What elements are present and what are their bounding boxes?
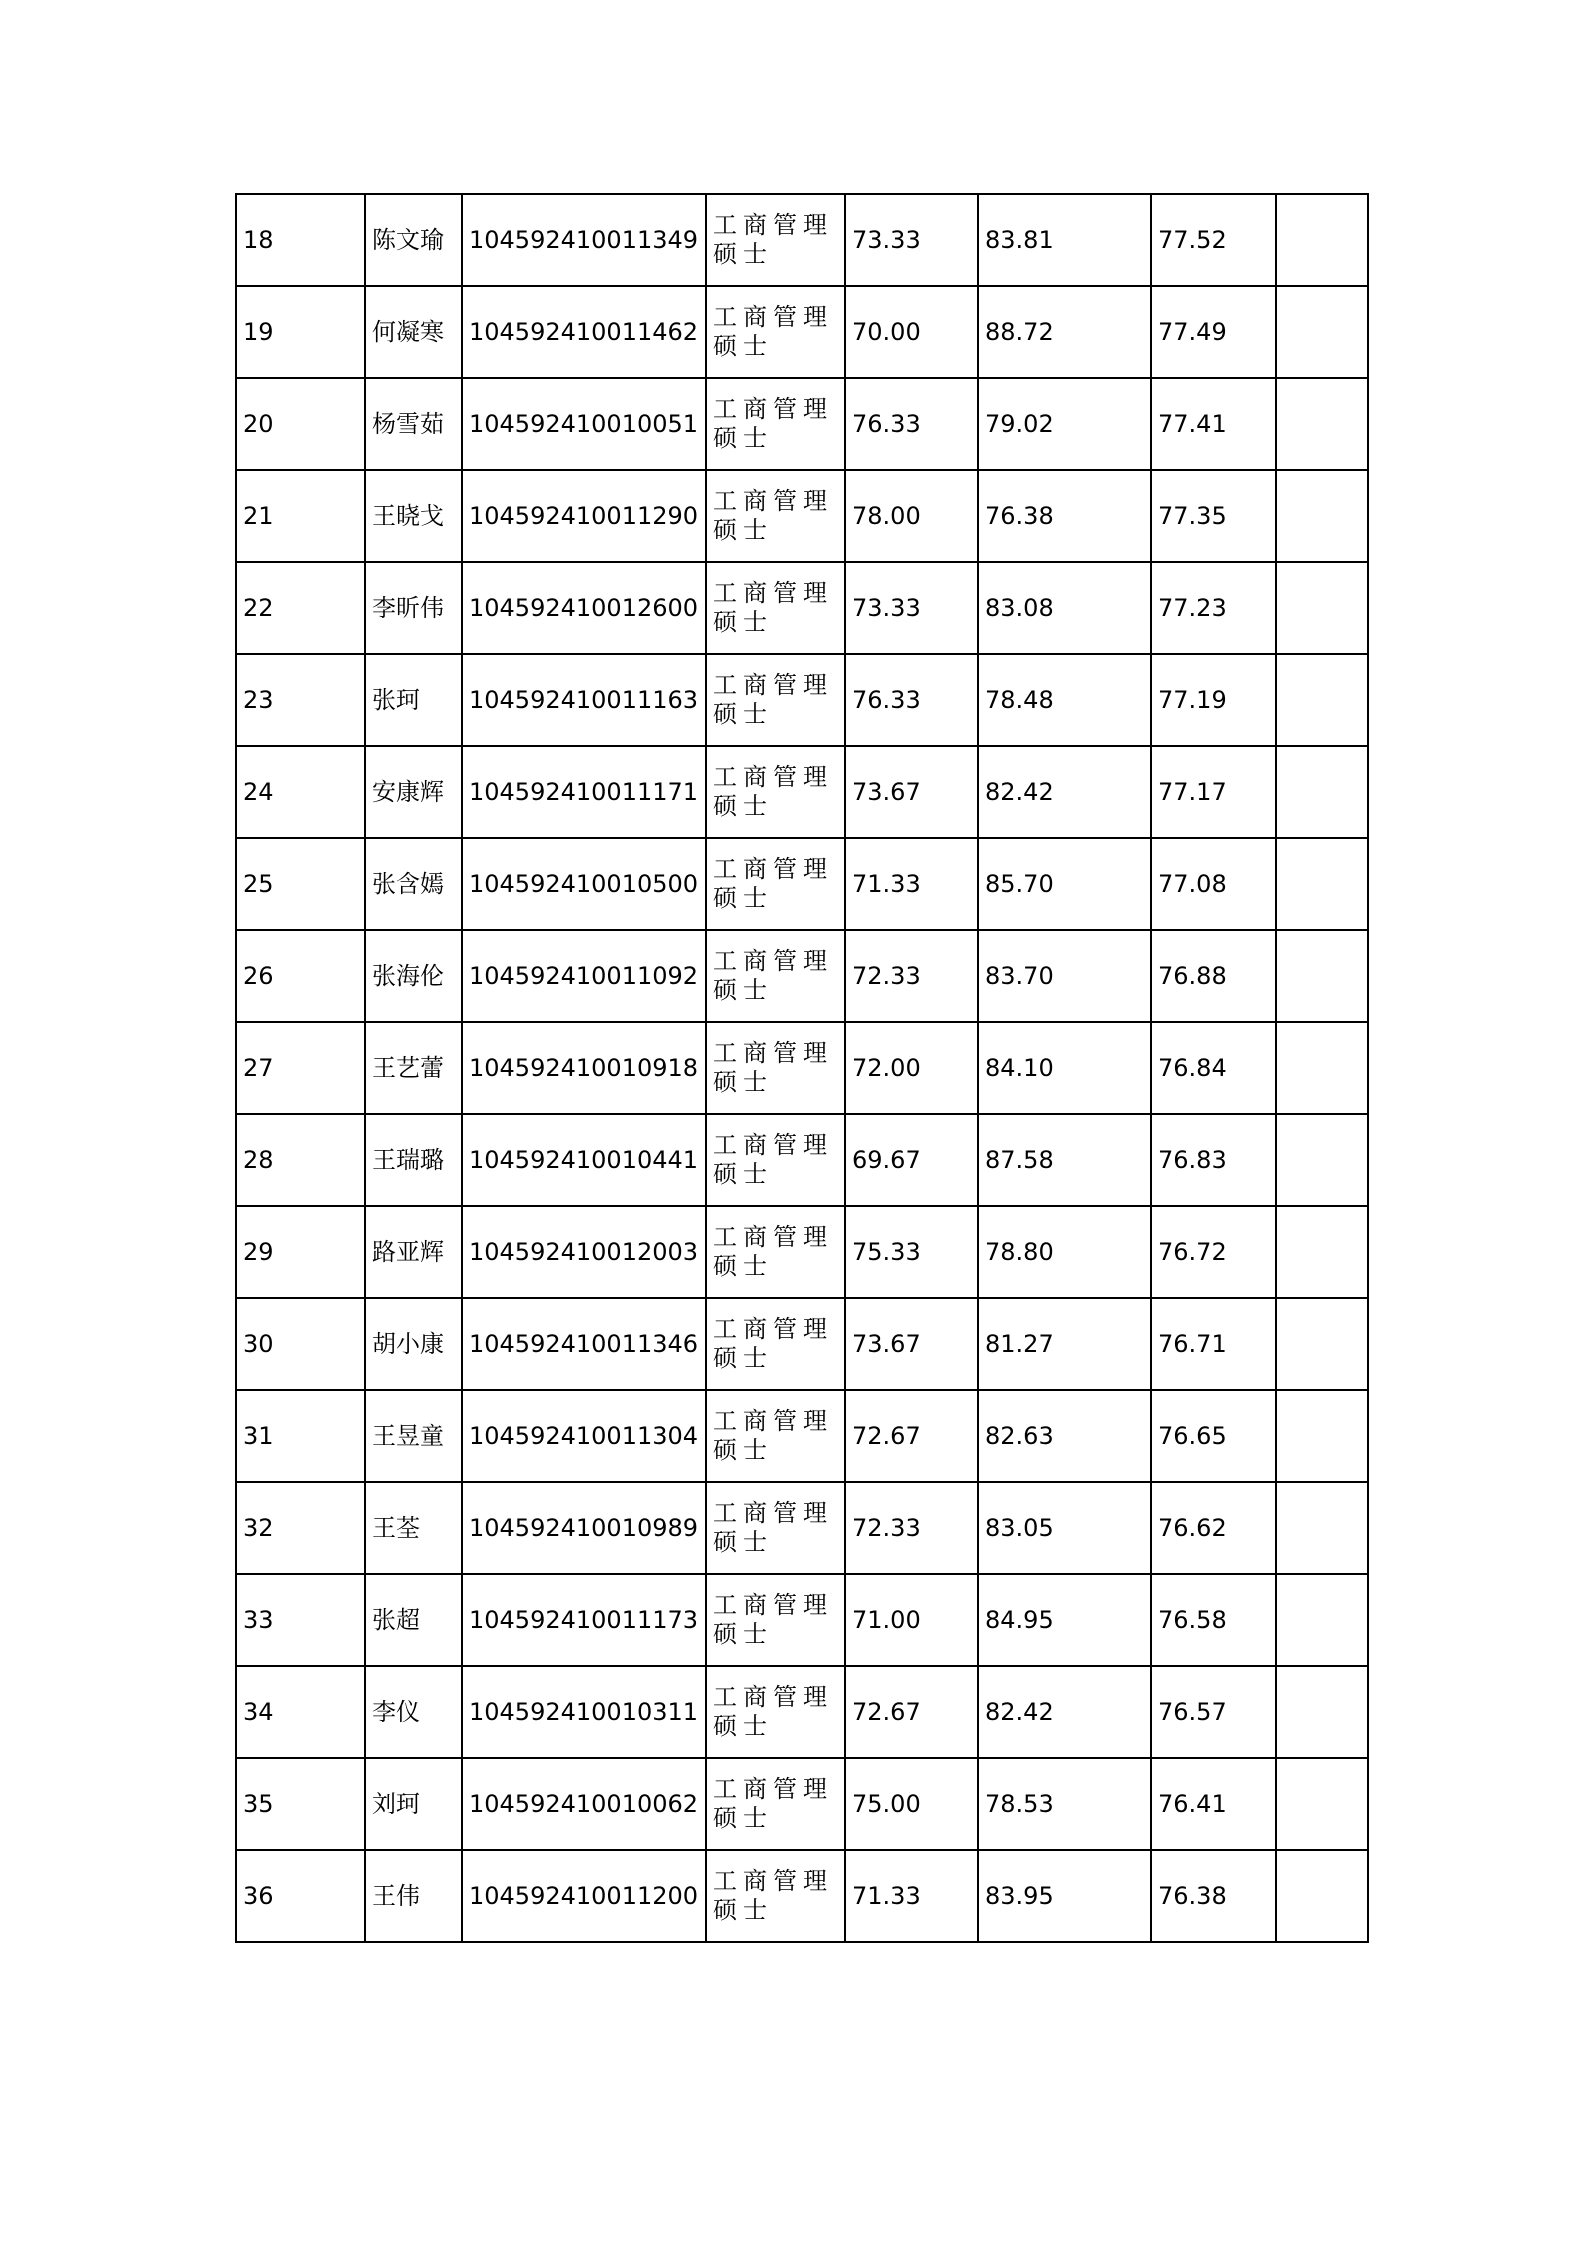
name-cell: 王伟 — [365, 1850, 462, 1942]
remark-cell — [1276, 1114, 1368, 1206]
major-line-1: 工商管理 — [713, 487, 833, 516]
major-cell — [706, 1022, 845, 1114]
major-line-2: 硕士 — [713, 976, 773, 1004]
score2-cell: 76.38 — [978, 470, 1151, 562]
name-cell: 陈文瑜 — [365, 194, 462, 286]
total-score-cell: 77.19 — [1151, 654, 1276, 746]
major-line-2: 硕士 — [713, 1712, 773, 1740]
name-cell: 王荃 — [365, 1482, 462, 1574]
table-row — [236, 1390, 1368, 1482]
table-row — [236, 1758, 1368, 1850]
name-cell: 张含嫣 — [365, 838, 462, 930]
rank-cell: 34 — [236, 1666, 365, 1758]
table-row — [236, 562, 1368, 654]
major-line-1: 工商管理 — [713, 947, 833, 976]
score2-cell: 83.81 — [978, 194, 1151, 286]
name-cell: 刘珂 — [365, 1758, 462, 1850]
score1-cell: 71.33 — [845, 838, 978, 930]
remark-cell — [1276, 746, 1368, 838]
table-row — [236, 838, 1368, 930]
major-cell — [706, 1482, 845, 1574]
total-score-cell: 77.52 — [1151, 194, 1276, 286]
score1-cell: 73.67 — [845, 746, 978, 838]
exam-id-cell: 104592410010311 — [462, 1666, 706, 1758]
rank-cell: 33 — [236, 1574, 365, 1666]
exam-id-cell: 104592410011200 — [462, 1850, 706, 1942]
major-line-2: 硕士 — [713, 332, 773, 360]
table-row — [236, 194, 1368, 286]
total-score-cell: 77.41 — [1151, 378, 1276, 470]
major-line-2: 硕士 — [713, 424, 773, 452]
score1-cell: 73.67 — [845, 1298, 978, 1390]
score2-cell: 82.42 — [978, 1666, 1151, 1758]
major-line-1: 工商管理 — [713, 1315, 833, 1344]
total-score-cell: 77.35 — [1151, 470, 1276, 562]
score1-cell: 76.33 — [845, 654, 978, 746]
score2-cell: 78.48 — [978, 654, 1151, 746]
name-cell: 何凝寒 — [365, 286, 462, 378]
major-line-1: 工商管理 — [713, 1499, 833, 1528]
major-line-2: 硕士 — [713, 700, 773, 728]
rank-cell: 27 — [236, 1022, 365, 1114]
exam-id-cell: 104592410011173 — [462, 1574, 706, 1666]
total-score-cell: 76.71 — [1151, 1298, 1276, 1390]
major-line-2: 硕士 — [713, 1252, 773, 1280]
major-line-1: 工商管理 — [713, 671, 833, 700]
score2-cell: 82.63 — [978, 1390, 1151, 1482]
table-row — [236, 1850, 1368, 1942]
name-cell: 王瑞璐 — [365, 1114, 462, 1206]
table-row — [236, 1666, 1368, 1758]
table-row — [236, 654, 1368, 746]
major-line-2: 硕士 — [713, 1804, 773, 1832]
remark-cell — [1276, 470, 1368, 562]
score1-cell: 78.00 — [845, 470, 978, 562]
major-line-1: 工商管理 — [713, 763, 833, 792]
exam-id-cell: 104592410011349 — [462, 194, 706, 286]
score2-cell: 83.70 — [978, 930, 1151, 1022]
table-row — [236, 1206, 1368, 1298]
name-cell: 王艺蕾 — [365, 1022, 462, 1114]
major-cell — [706, 654, 845, 746]
score1-cell: 71.00 — [845, 1574, 978, 1666]
score1-cell: 70.00 — [845, 286, 978, 378]
major-line-1: 工商管理 — [713, 1591, 833, 1620]
total-score-cell: 76.88 — [1151, 930, 1276, 1022]
major-line-2: 硕士 — [713, 516, 773, 544]
total-score-cell: 76.57 — [1151, 1666, 1276, 1758]
table-row — [236, 930, 1368, 1022]
total-score-cell: 77.49 — [1151, 286, 1276, 378]
name-cell: 胡小康 — [365, 1298, 462, 1390]
score1-cell: 72.67 — [845, 1390, 978, 1482]
table-row — [236, 286, 1368, 378]
major-cell — [706, 1114, 845, 1206]
exam-id-cell: 104592410011163 — [462, 654, 706, 746]
table-row — [236, 378, 1368, 470]
score1-cell: 72.33 — [845, 1482, 978, 1574]
major-line-1: 工商管理 — [713, 211, 833, 240]
exam-id-cell: 104592410011092 — [462, 930, 706, 1022]
major-line-1: 工商管理 — [713, 303, 833, 332]
score1-cell: 73.33 — [845, 194, 978, 286]
rank-cell: 28 — [236, 1114, 365, 1206]
remark-cell — [1276, 562, 1368, 654]
rank-cell: 19 — [236, 286, 365, 378]
rank-cell: 23 — [236, 654, 365, 746]
major-line-1: 工商管理 — [713, 1775, 833, 1804]
score2-cell: 83.05 — [978, 1482, 1151, 1574]
remark-cell — [1276, 1390, 1368, 1482]
major-line-1: 工商管理 — [713, 1039, 833, 1068]
score2-cell: 83.08 — [978, 562, 1151, 654]
total-score-cell: 76.38 — [1151, 1850, 1276, 1942]
score2-cell: 78.80 — [978, 1206, 1151, 1298]
major-line-1: 工商管理 — [713, 1407, 833, 1436]
name-cell: 李昕伟 — [365, 562, 462, 654]
major-line-1: 工商管理 — [713, 395, 833, 424]
table-row — [236, 1298, 1368, 1390]
name-cell: 张海伦 — [365, 930, 462, 1022]
name-cell: 杨雪茹 — [365, 378, 462, 470]
score2-cell: 79.02 — [978, 378, 1151, 470]
total-score-cell: 76.62 — [1151, 1482, 1276, 1574]
exam-id-cell: 104592410010918 — [462, 1022, 706, 1114]
remark-cell — [1276, 378, 1368, 470]
score1-cell: 75.00 — [845, 1758, 978, 1850]
remark-cell — [1276, 1298, 1368, 1390]
major-line-2: 硕士 — [713, 1344, 773, 1372]
major-cell — [706, 470, 845, 562]
name-cell: 张超 — [365, 1574, 462, 1666]
total-score-cell: 76.84 — [1151, 1022, 1276, 1114]
table-row — [236, 1114, 1368, 1206]
major-line-1: 工商管理 — [713, 1867, 833, 1896]
major-line-2: 硕士 — [713, 240, 773, 268]
major-cell — [706, 838, 845, 930]
total-score-cell: 76.72 — [1151, 1206, 1276, 1298]
score1-cell: 73.33 — [845, 562, 978, 654]
major-cell — [706, 286, 845, 378]
major-cell — [706, 378, 845, 470]
major-cell — [706, 1758, 845, 1850]
score1-cell: 71.33 — [845, 1850, 978, 1942]
exam-id-cell: 104592410010441 — [462, 1114, 706, 1206]
table-row — [236, 470, 1368, 562]
rank-cell: 32 — [236, 1482, 365, 1574]
table-body — [236, 194, 1368, 1942]
major-cell — [706, 1390, 845, 1482]
remark-cell — [1276, 194, 1368, 286]
major-line-2: 硕士 — [713, 1896, 773, 1924]
total-score-cell: 76.41 — [1151, 1758, 1276, 1850]
major-line-1: 工商管理 — [713, 579, 833, 608]
major-line-2: 硕士 — [713, 608, 773, 636]
score1-cell: 72.00 — [845, 1022, 978, 1114]
score2-cell: 85.70 — [978, 838, 1151, 930]
major-cell — [706, 1574, 845, 1666]
remark-cell — [1276, 930, 1368, 1022]
major-cell — [706, 1666, 845, 1758]
table-row — [236, 1482, 1368, 1574]
total-score-cell: 76.83 — [1151, 1114, 1276, 1206]
exam-id-cell: 104592410012600 — [462, 562, 706, 654]
total-score-cell: 76.65 — [1151, 1390, 1276, 1482]
name-cell: 王昱童 — [365, 1390, 462, 1482]
exam-id-cell: 104592410010500 — [462, 838, 706, 930]
exam-id-cell: 104592410010051 — [462, 378, 706, 470]
score1-cell: 69.67 — [845, 1114, 978, 1206]
total-score-cell: 77.23 — [1151, 562, 1276, 654]
remark-cell — [1276, 286, 1368, 378]
total-score-cell: 76.58 — [1151, 1574, 1276, 1666]
name-cell: 张珂 — [365, 654, 462, 746]
rank-cell: 26 — [236, 930, 365, 1022]
table-row — [236, 1574, 1368, 1666]
major-line-1: 工商管理 — [713, 1131, 833, 1160]
remark-cell — [1276, 1666, 1368, 1758]
exam-id-cell: 104592410011171 — [462, 746, 706, 838]
score2-cell: 84.95 — [978, 1574, 1151, 1666]
score-table — [235, 193, 1369, 1943]
remark-cell — [1276, 1850, 1368, 1942]
major-line-2: 硕士 — [713, 1160, 773, 1188]
major-line-1: 工商管理 — [713, 1683, 833, 1712]
major-cell — [706, 930, 845, 1022]
name-cell: 安康辉 — [365, 746, 462, 838]
score2-cell: 78.53 — [978, 1758, 1151, 1850]
major-cell — [706, 746, 845, 838]
name-cell: 李仪 — [365, 1666, 462, 1758]
major-line-2: 硕士 — [713, 1620, 773, 1648]
name-cell: 王晓戈 — [365, 470, 462, 562]
remark-cell — [1276, 1758, 1368, 1850]
remark-cell — [1276, 838, 1368, 930]
remark-cell — [1276, 1022, 1368, 1114]
major-line-1: 工商管理 — [713, 855, 833, 884]
major-cell — [706, 1298, 845, 1390]
exam-id-cell: 104592410012003 — [462, 1206, 706, 1298]
score2-cell: 81.27 — [978, 1298, 1151, 1390]
major-cell — [706, 1850, 845, 1942]
table-row — [236, 1022, 1368, 1114]
major-cell — [706, 194, 845, 286]
rank-cell: 18 — [236, 194, 365, 286]
major-line-2: 硕士 — [713, 884, 773, 912]
rank-cell: 21 — [236, 470, 365, 562]
total-score-cell: 77.17 — [1151, 746, 1276, 838]
major-line-1: 工商管理 — [713, 1223, 833, 1252]
rank-cell: 29 — [236, 1206, 365, 1298]
rank-cell: 36 — [236, 1850, 365, 1942]
score1-cell: 76.33 — [845, 378, 978, 470]
major-line-2: 硕士 — [713, 1068, 773, 1096]
exam-id-cell: 104592410010062 — [462, 1758, 706, 1850]
remark-cell — [1276, 1482, 1368, 1574]
major-cell — [706, 562, 845, 654]
score2-cell: 83.95 — [978, 1850, 1151, 1942]
major-line-2: 硕士 — [713, 792, 773, 820]
rank-cell: 35 — [236, 1758, 365, 1850]
major-line-2: 硕士 — [713, 1528, 773, 1556]
score2-cell: 84.10 — [978, 1022, 1151, 1114]
total-score-cell: 77.08 — [1151, 838, 1276, 930]
remark-cell — [1276, 1206, 1368, 1298]
remark-cell — [1276, 1574, 1368, 1666]
score2-cell: 88.72 — [978, 286, 1151, 378]
rank-cell: 25 — [236, 838, 365, 930]
name-cell: 路亚辉 — [365, 1206, 462, 1298]
exam-id-cell: 104592410011346 — [462, 1298, 706, 1390]
rank-cell: 22 — [236, 562, 365, 654]
exam-id-cell: 104592410011290 — [462, 470, 706, 562]
score1-cell: 72.67 — [845, 1666, 978, 1758]
exam-id-cell: 104592410011462 — [462, 286, 706, 378]
score1-cell: 72.33 — [845, 930, 978, 1022]
rank-cell: 24 — [236, 746, 365, 838]
exam-id-cell: 104592410010989 — [462, 1482, 706, 1574]
score2-cell: 87.58 — [978, 1114, 1151, 1206]
major-line-2: 硕士 — [713, 1436, 773, 1464]
rank-cell: 31 — [236, 1390, 365, 1482]
table-row — [236, 746, 1368, 838]
rank-cell: 20 — [236, 378, 365, 470]
score2-cell: 82.42 — [978, 746, 1151, 838]
exam-id-cell: 104592410011304 — [462, 1390, 706, 1482]
score1-cell: 75.33 — [845, 1206, 978, 1298]
major-cell — [706, 1206, 845, 1298]
remark-cell — [1276, 654, 1368, 746]
rank-cell: 30 — [236, 1298, 365, 1390]
